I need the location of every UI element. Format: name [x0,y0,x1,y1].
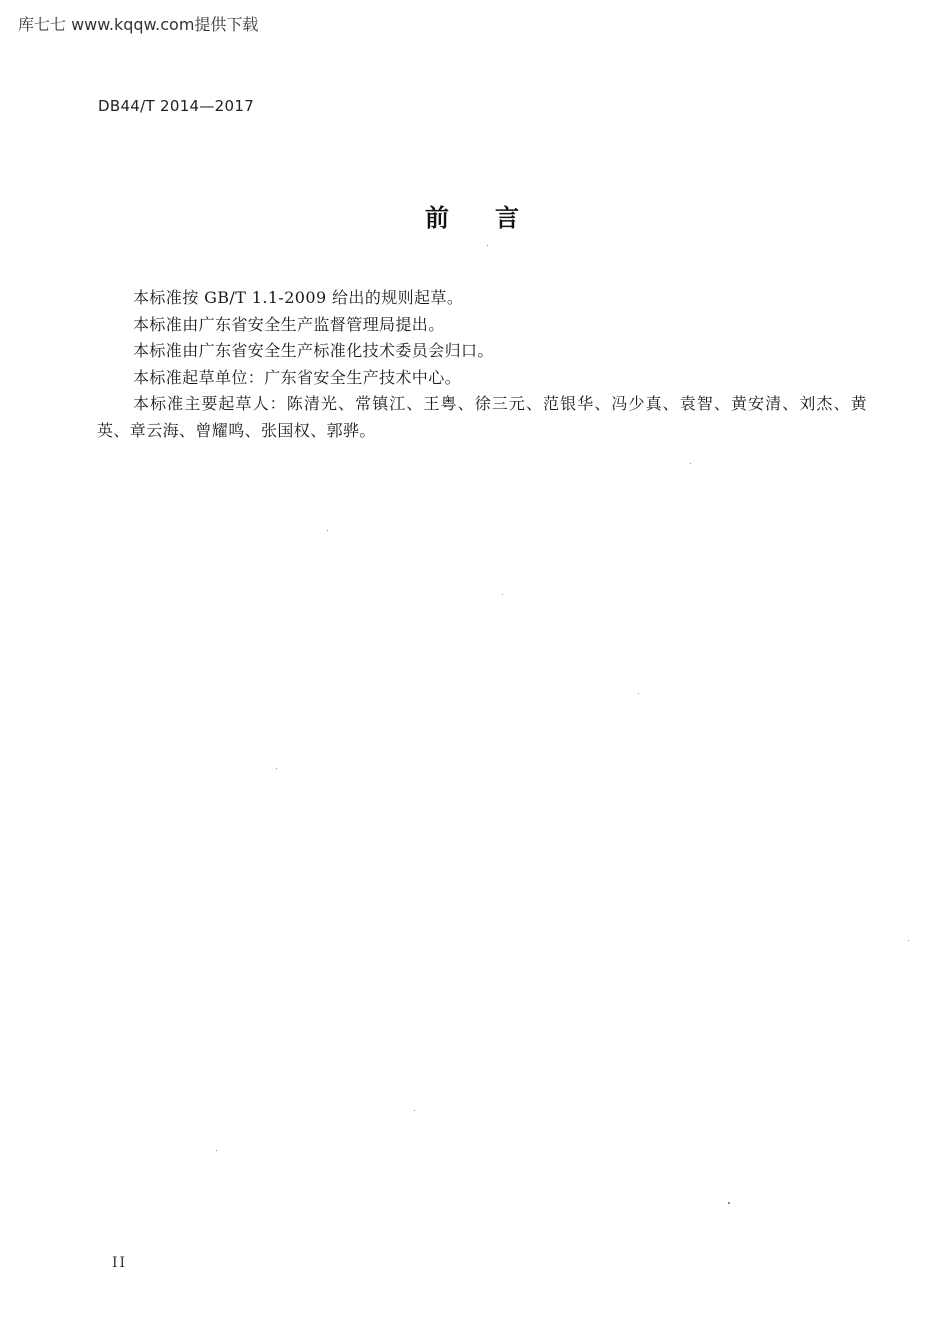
scan-speck [276,768,277,769]
paragraph-drafting-unit: 本标准起草单位：广东省安全生产技术中心。 [133,367,462,387]
scan-speck [908,940,909,941]
scan-speck [487,245,488,246]
watermark-text: 库七七 www.kqqw.com提供下载 [18,15,259,34]
scan-speck [502,594,503,595]
paragraph-centralized-by: 本标准由广东省安全生产标准化技术委员会归口。 [133,341,494,360]
page-title: 前言 [425,204,565,232]
paragraph-proposer: 本标准由广东省安全生产监督管理局提出。 [133,314,445,334]
scan-speck [728,1202,730,1204]
page-number: II [112,1255,128,1271]
scan-speck [327,530,328,531]
scan-speck [216,1150,217,1151]
paragraph-drafters: 本标准主要起草人：陈清光、常镇江、王粤、徐三元、范银华、冯少真、袁智、黄安清、刘杰、黄英、章云海、曾耀鸣、张国权、郭骅。 [97,394,867,440]
scan-speck [414,1110,415,1111]
preface-body [97,285,867,444]
paragraph-drafting-rules: 本标准按 GB/T 1.1-2009 给出的规则起草。 [133,288,464,307]
scan-speck [690,463,691,464]
document-code: DB44/T 2014—2017 [98,97,255,115]
scan-speck [638,693,639,694]
